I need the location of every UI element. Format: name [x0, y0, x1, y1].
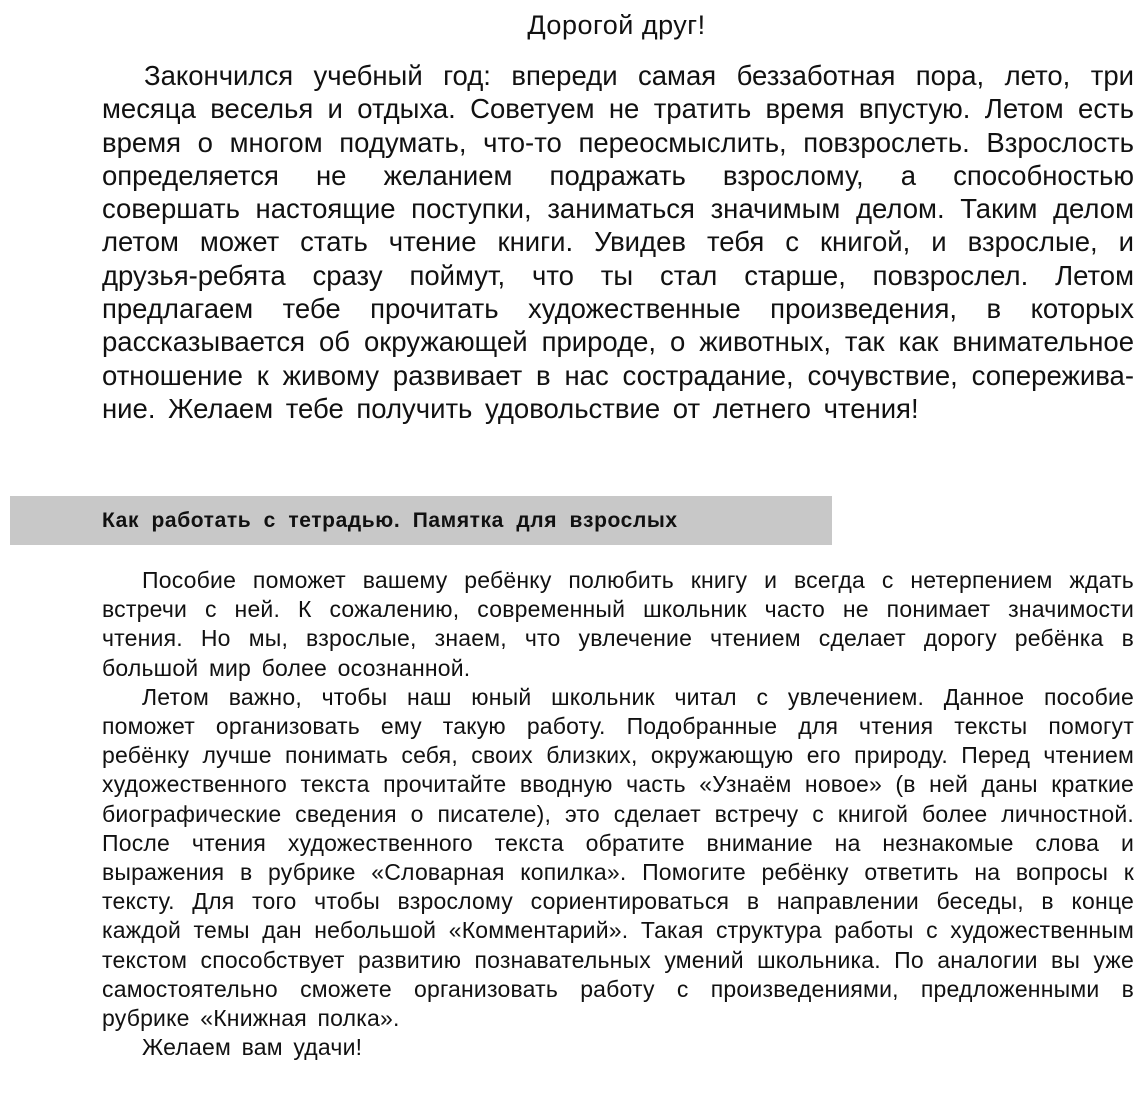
memo-paragraph-1: Пособие поможет вашему ребёнку полюбить книгу и всегда с нетерпением ждать встречи с ней. К сожалению, современный школьник часто не понимает значимости чтения. Но мы, взрослые, знаем, что увлечение чтением сделает дорогу ребёнка в большой мир более осознанной. [102, 567, 1134, 681]
intro-paragraph: Закончился учебный год: впереди самая беззаботная пора, лето, три месяца веселья и отдыха. Советуем не тратить время впустую. Летом есть время о многом подумать, что-то переосмыслить, повзрослеть. Взрослость определяется не желанием подражать взрослому, а способностью совершать настоящие поступки, заниматься значимым делом. Таким делом летом может стать чтение книги. Увидев тебя с книгой, и взрослые, и друзья-ребята сразу поймут, что ты стал старше, повзрослел. Летом предлагаем тебе прочитать художественные произведения, в которых рассказывается об окружающей природе, о животных, так как внимательное отношение к живому развивает в нас сострадание, сочувствие, сопереживание. Желаем тебе получить удовольствие от летнего чтения! [102, 60, 1134, 424]
memo-closing: Желаем вам удачи! [142, 1034, 363, 1061]
section-header-bar [10, 496, 832, 545]
greeting-heading: Дорогой друг! [527, 10, 706, 40]
memo-paragraph-2: Летом важно, чтобы наш юный школьник читал с увлечением. Данное пособие поможет организовать ему такую работу. Подобранные для чтения тексты помогут ребёнку лучше понимать себя, своих близких, окружающую его природу. Перед чтением художественного текста прочитайте вводную часть «Узнаём новое» (в ней даны краткие биографические сведения о писателе), это сделает встречу с книгой более личностной. После чтения художественного текста обратите внимание на незнакомые слова и выражения в рубрике «Словарная копилка». Помогите ребёнку ответить на вопросы к тексту. Для того чтобы взрослому сориентироваться в направлении беседы, в конце каждой темы дан небольшой «Комментарий». Такая структура работы с художественным текстом способствует развитию познавательных умений школьника. По аналогии вы уже самостоятельно сможете организовать работу с произведениями, предложенными в рубрике «Книжная полка». [102, 683, 1134, 1032]
memo-text [102, 566, 1134, 1062]
section-title: Как работать с тетрадью. Памятка для взрослых [102, 509, 678, 532]
